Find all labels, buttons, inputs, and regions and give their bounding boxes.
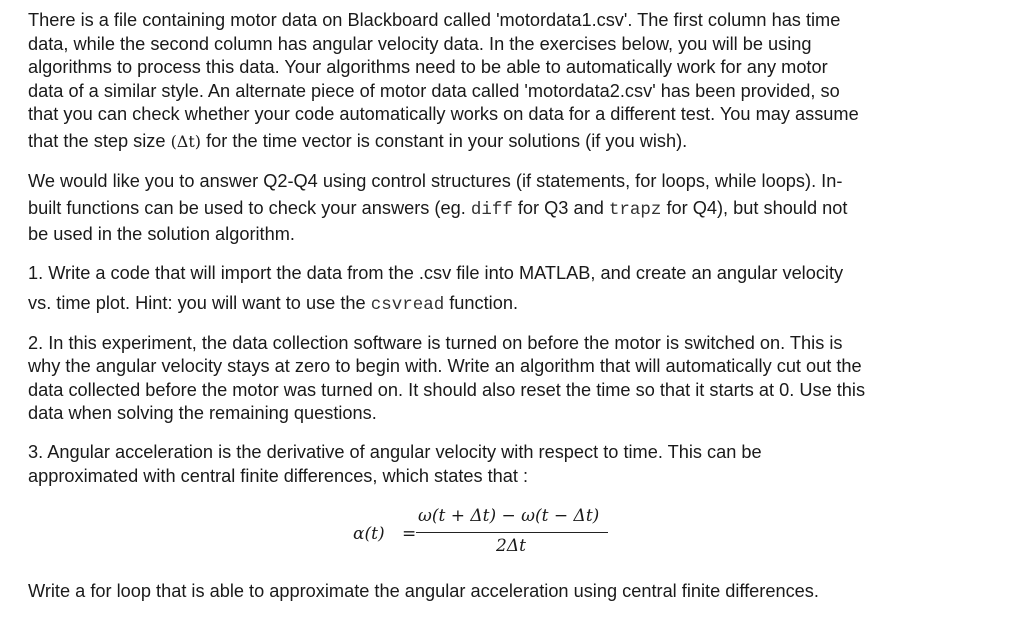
q3-line-3: Write a for loop that is able to approximate the angular acceleration using central finite differences.	[28, 581, 819, 602]
csvread-code: csvread	[370, 294, 445, 315]
intro-paragraph	[28, 9, 1013, 154]
equation-equals: =	[402, 524, 417, 545]
q2-line-4: data when solving the remaining questions.	[28, 403, 377, 424]
central-difference-equation	[28, 506, 1013, 568]
q2-line-2: why the angular velocity stays at zero to begin with. Write an algorithm that will automatically cut out the	[28, 356, 862, 377]
intro-line-4: data of a similar style. An alternate piece of motor data called 'motordata2.csv' has been provided, so	[28, 80, 840, 101]
fraction-bar	[416, 532, 608, 533]
question-1	[28, 261, 1013, 317]
instructions-line-3: be used in the solution algorithm.	[28, 223, 295, 244]
intro-line-6a: that the step size	[28, 130, 171, 151]
q1-line-2	[28, 291, 1013, 317]
intro-line-3: algorithms to process this data. Your algorithms need to be able to automatically work for any motor	[28, 57, 828, 78]
instructions-line-2b: for Q3 and	[512, 197, 609, 218]
diff-code: diff	[470, 199, 513, 220]
document-body	[28, 9, 1013, 619]
question-3	[28, 441, 1013, 488]
instructions-line-2c: for Q4), but should not	[661, 197, 848, 218]
intro-line-1: There is a file containing motor data on Blackboard called 'motordata1.csv'. The first column has time	[28, 10, 841, 30]
instructions-line-1: We would like you to answer Q2-Q4 using control structures (if statements, for loops, while loops). In-	[28, 170, 843, 191]
q3-line-2: approximated with central finite differences, which states that :	[28, 465, 529, 486]
instructions-paragraph	[28, 169, 1013, 246]
trapz-code: trapz	[608, 199, 662, 220]
equation-lhs: α(t)	[353, 524, 385, 545]
q2-line-3: data collected before the motor was turned on. It should also reset the time so that it starts at 0. Use this	[28, 379, 866, 400]
q1-line-2b: function.	[444, 292, 519, 313]
q3-task	[28, 580, 1013, 604]
intro-line-6	[28, 130, 1013, 154]
q1-line-1: 1. Write a code that will import the data from the .csv file into MATLAB, and create an angular velocity	[28, 262, 844, 283]
intro-line-2: data, while the second column has angular velocity data. In the exercises below, you will be using	[28, 33, 812, 54]
instructions-line-2	[28, 196, 1013, 222]
intro-line-5: that you can check whether your code automatically works on data for a different test. You may assume	[28, 104, 859, 125]
q3-line-1: 3. Angular acceleration is the derivative of angular velocity with respect to time. This can be	[28, 441, 762, 462]
instructions-line-2a: built functions can be used to check your answers (eg.	[28, 197, 471, 218]
q1-line-2a: vs. time plot. Hint: you will want to use the	[28, 292, 371, 313]
q2-line-1: 2. In this experiment, the data collection software is turned on before the motor is switched on. This is	[28, 332, 843, 353]
equation-denominator: 2Δt	[496, 536, 526, 557]
question-2	[28, 332, 1013, 426]
delta-t-math: (Δt)	[170, 131, 202, 151]
equation-numerator: ω(t + Δt) − ω(t − Δt)	[418, 506, 600, 527]
intro-line-6b: for the time vector is constant in your solutions (if you wish).	[201, 130, 688, 151]
